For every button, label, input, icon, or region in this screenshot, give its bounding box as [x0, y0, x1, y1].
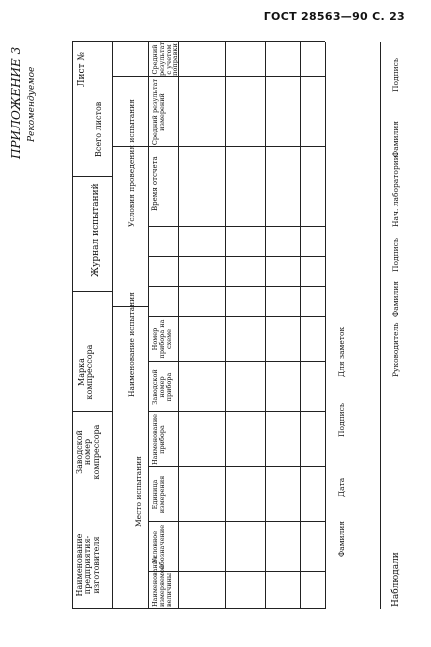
col-quantity-name: Наименование измеряемой величины: [151, 555, 173, 607]
surname2-label: Фамилия: [391, 280, 400, 317]
journal-title: Журнал испытаний: [91, 183, 101, 277]
total-sheets-label: Всего листов: [94, 101, 103, 157]
col-scheme-number: Номер прибора на схеме: [151, 319, 173, 359]
date-label: Дата: [337, 477, 346, 497]
col-symbol: Условное обозначение: [151, 524, 166, 570]
manufacturer-label: Наименование предприятия-изготовителя: [75, 533, 101, 597]
page-header: ГОСТ 28563—90 С. 23: [263, 10, 405, 23]
sheet-number-label: Лист №: [77, 52, 87, 87]
observers-label: Наблюдали: [391, 552, 401, 607]
test-name-label: Наименование испытания: [127, 292, 136, 397]
test-place-label: Место испытания: [134, 456, 143, 527]
col-avg-result: Средний результат измерений: [151, 78, 166, 146]
col-unit: Единица измерения: [151, 475, 166, 514]
signature-label: Подпись: [337, 403, 346, 437]
surname3-label: Фамилия: [391, 120, 400, 157]
supervisor-label: Руководитель: [391, 322, 400, 377]
brand-label: Марка компрессора: [77, 344, 95, 400]
lab-head-label: Нач. лаборатории: [391, 155, 400, 227]
for-notes-label: Для заметок: [337, 326, 346, 377]
signature3-label: Подпись: [391, 58, 400, 92]
serial-label: Заводской номер компрессора: [75, 424, 101, 480]
surname-label: Фамилия: [337, 520, 346, 557]
col-device-name: Наименование прибора: [151, 413, 166, 466]
col-avg-corrected: Средний результат с учетом поправки: [151, 41, 180, 76]
test-conditions-label: Условия проведения испытания: [127, 99, 136, 227]
col-device-serial: Заводской номер прибора: [151, 369, 173, 405]
appendix-subtitle: Рекомендуемое: [27, 66, 37, 142]
signature2-label: Подпись: [391, 238, 400, 272]
col-reading-time: Время отсчета: [151, 156, 159, 211]
appendix-title: ПРИЛОЖЕНИЕ 3: [9, 46, 23, 159]
